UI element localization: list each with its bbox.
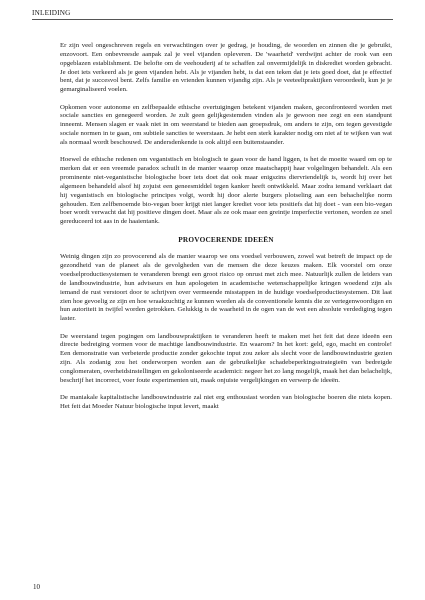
header-rule	[32, 19, 393, 20]
running-header: INLEIDING	[32, 9, 71, 17]
paragraph: Hoewel de ethische redenen om veganistisch en biologisch te gaan voor de hand liggen, is het de moeite waard om op te merken dat er een vreemde paradox schuilt in de manier waarop onze maatschappij haar volgelingen behandelt. Als een prominente niet-veganistische biologische boer iets doet dat ook maar enigszins diervriendelijk is, wordt hij over het algemeen behandeld alsof hij zojuist een geneesmiddel tegen kanker heeft ontwikkeld. Maar zodra iemand verklaart dat hij veganistisch en biologische principes volgt, wordt hij door alerte burgers plotseling aan een behachelijke norm gehouden. Een zelfbenoemde bio-vegan boer krijgt niet langer krediet voor iets positiefs dat hij doet - van een bio-vegan boer wordt verwacht dat hij positieve dingen doet. Maar als ze ook maar een greintje imperfectie vertonen, worden ze snel gereduceerd tot aas in de haaientank.	[60, 156, 392, 226]
section-heading: PROVOCERENDE IDEEËN	[178, 234, 274, 244]
paragraph: Opkomen voor autonome en zelfbepaalde ethische overtuigingen betekent vijanden maken, geconfronteerd worden met sociale sancties en genegeerd worden. Je zult geen gelijkgestemden vinden als je gewoon nee zegt en een standpunt inneemt. Mensen slagen er vaak niet in om weerstand te bieden aan groepsdruk, om anders te zijn, om tegen gevestigde sociale normen in te gaan, om subtiele sancties te weerstaan. Je hebt een sterk karakter nodig om niet af te wijken van wat als normaal wordt beschouwd. De andersdenkende is ook altijd een buitenstaander.	[60, 103, 392, 146]
page-number: 10	[33, 583, 40, 591]
body-text	[60, 42, 392, 420]
paragraph: De maniakale kapitalistische landbouwindustrie zal niet erg enthousiast worden van biologische boeren die niets kopen. Het feit dat Moeder Natuur biologische input levert, maakt	[60, 394, 392, 411]
paragraph: De weerstand tegen pogingen om landbouwpraktijken te veranderen heeft te maken met het feit dat deze ideeën een directe bedreiging vormen voor de machtige landbouwindustrie. En waarom? In het kort: geld, ego, macht en controle! Een demonstratie van verbeterde productie zonder gekochte input zou zeker als slecht voor de landbouwindustrie gezien zijn. Als zodanig zou het onderworpen worden aan de gebruikelijke schadebeperkingsstrategieën van bedreigde conglomeraten, overheidsinstellingen en gekoloniseerde academici: negeer het zo lang mogelijk, maak het dan belachelijk, beschrijf het incorrect, voer foute experimenten uit, maak onjuiste vergelijkingen en verwerp de ideeën.	[60, 332, 392, 384]
paragraph: Weinig dingen zijn zo provocerend als de manier waarop we ons voedsel verbouwen, zowel wat betreft de impact op de gezondheid van de planeet als de gevolgheden van de mensen die deze keuzes maken. Elk voorstel om onze voedselproductiesystemen te veranderen brengt een groot risico op onrust met zich mee. Natuurlijk zullen de leiders van de landbouwindustrie, hun adviseurs en hun apologeten in academische wetenschappelijke kringen woedend zijn als iemand de rust verstoort door te schrijven over vermeende misstappen in de huidige voedselproductiesystemen. Dit laat zien hoe gevoelig ze zijn en hoe wraakzuchtig ze kunnen worden als de conventionele kennis die ze vertegenwoordigen en hun autoriteit in twijfel worden getrokken. Gelukkig is de waarheid in de ogen van de wet een absolute verdediging tegen laster.	[60, 253, 392, 323]
paragraph: Er zijn veel ongeschreven regels en verwachtingen over je gedrag, je houding, de woorden en zinnen die je gebruikt, enzovoort. Een onbevreesde aanpak zal je veel vijanden opleveren. De 'waarheid' verdwijnt achter de rook van een opgeblazen establishment. De belofte om de veehouderij af te schaffen zal onvermijdelijk in diskrediet worden gebracht. Je doet iets verkeerd als je geen vijanden hebt. Als je vijanden hebt, is dat een teken dat je iets goed doet, dat je effectief bent, dat je succesvol bent. Zelfs familie en vrienden kunnen vijandig zijn. Als je veeteeltpraktijken veroordeelt, kun je je gemarginaliseerd voelen.	[60, 42, 392, 94]
